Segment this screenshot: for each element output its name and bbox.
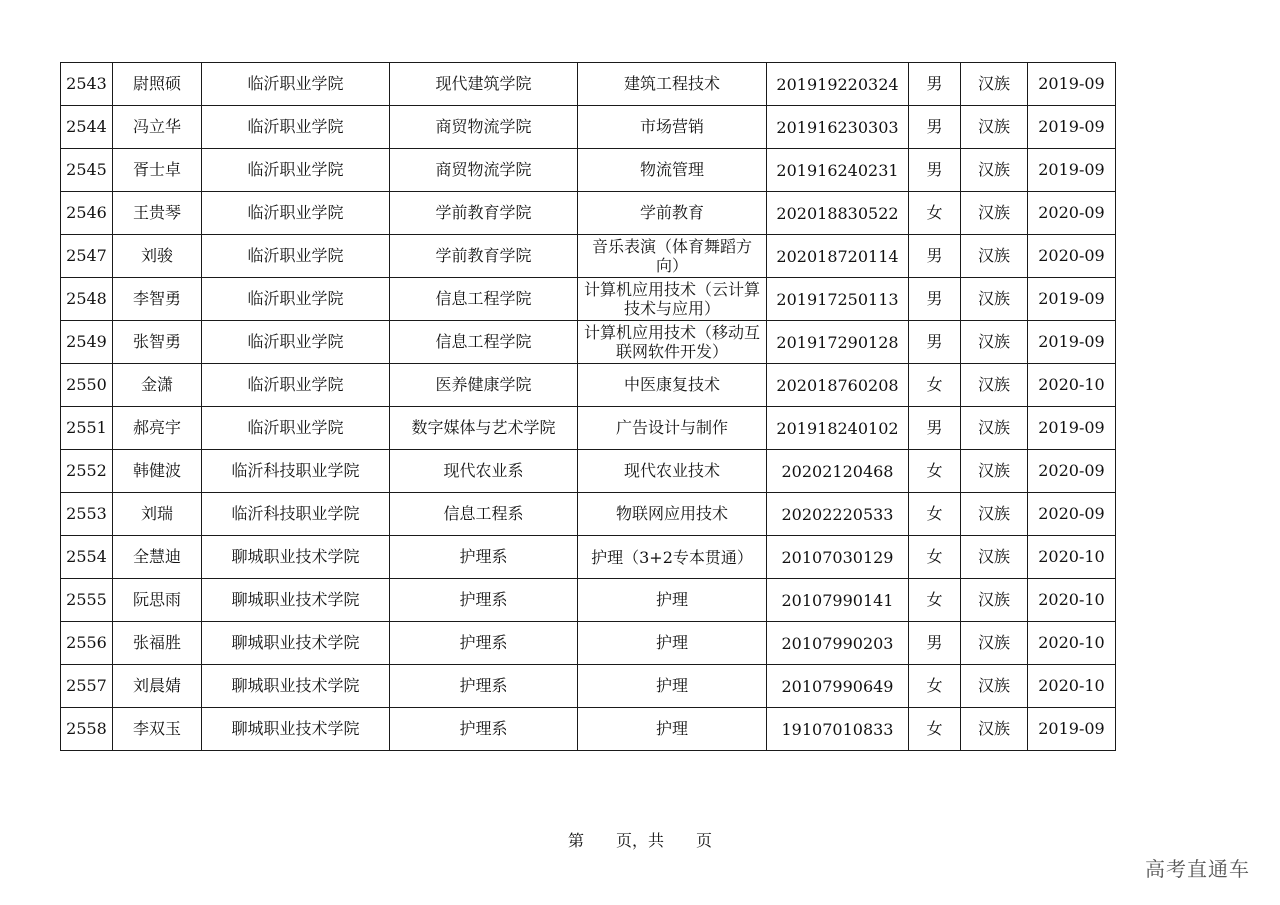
student-id-cell: 201916240231 <box>767 149 909 192</box>
gender-cell: 男 <box>909 622 961 665</box>
serial-number-cell: 2543 <box>61 63 113 106</box>
student-id-cell: 20202120468 <box>767 450 909 493</box>
major-cell: 建筑工程技术 <box>578 63 767 106</box>
department-cell: 医养健康学院 <box>390 364 578 407</box>
department-cell: 信息工程学院 <box>390 321 578 364</box>
enrollment-date-cell: 2019-09 <box>1028 106 1116 149</box>
serial-number-cell: 2553 <box>61 493 113 536</box>
serial-number-cell: 2558 <box>61 708 113 751</box>
student-name-cell: 李双玉 <box>113 708 202 751</box>
enrollment-date-cell: 2020-10 <box>1028 665 1116 708</box>
student-name-cell: 金潇 <box>113 364 202 407</box>
major-cell: 市场营销 <box>578 106 767 149</box>
gender-cell: 男 <box>909 407 961 450</box>
student-id-cell: 201919220324 <box>767 63 909 106</box>
ethnicity-cell: 汉族 <box>961 364 1028 407</box>
major-cell: 中医康复技术 <box>578 364 767 407</box>
table-row <box>61 665 1116 708</box>
major-cell: 学前教育 <box>578 192 767 235</box>
gender-cell: 男 <box>909 63 961 106</box>
serial-number-cell: 2546 <box>61 192 113 235</box>
department-cell: 信息工程系 <box>390 493 578 536</box>
enrollment-date-cell: 2020-09 <box>1028 450 1116 493</box>
serial-number-cell: 2556 <box>61 622 113 665</box>
student-id-cell: 202018760208 <box>767 364 909 407</box>
table-row <box>61 278 1116 321</box>
student-name-cell: 尉照硕 <box>113 63 202 106</box>
enrollment-date-cell: 2020-10 <box>1028 622 1116 665</box>
major-cell: 护理 <box>578 665 767 708</box>
school-cell: 临沂职业学院 <box>202 192 390 235</box>
serial-number-cell: 2549 <box>61 321 113 364</box>
table-row <box>61 235 1116 278</box>
enrollment-date-cell: 2020-09 <box>1028 192 1116 235</box>
major-cell: 物流管理 <box>578 149 767 192</box>
student-id-cell: 20202220533 <box>767 493 909 536</box>
ethnicity-cell: 汉族 <box>961 192 1028 235</box>
student-id-cell: 20107990203 <box>767 622 909 665</box>
student-name-cell: 全慧迪 <box>113 536 202 579</box>
student-name-cell: 郝亮宇 <box>113 407 202 450</box>
ethnicity-cell: 汉族 <box>961 321 1028 364</box>
school-cell: 临沂职业学院 <box>202 407 390 450</box>
enrollment-date-cell: 2019-09 <box>1028 407 1116 450</box>
serial-number-cell: 2545 <box>61 149 113 192</box>
enrollment-date-cell: 2019-09 <box>1028 63 1116 106</box>
enrollment-date-cell: 2020-10 <box>1028 579 1116 622</box>
school-cell: 临沂职业学院 <box>202 278 390 321</box>
school-cell: 聊城职业技术学院 <box>202 665 390 708</box>
table-body <box>61 63 1116 751</box>
ethnicity-cell: 汉族 <box>961 63 1028 106</box>
student-name-cell: 刘骏 <box>113 235 202 278</box>
ethnicity-cell: 汉族 <box>961 493 1028 536</box>
school-cell: 临沂职业学院 <box>202 364 390 407</box>
table-row <box>61 579 1116 622</box>
serial-number-cell: 2551 <box>61 407 113 450</box>
ethnicity-cell: 汉族 <box>961 665 1028 708</box>
major-cell: 护理 <box>578 708 767 751</box>
school-cell: 临沂职业学院 <box>202 106 390 149</box>
enrollment-date-cell: 2020-10 <box>1028 536 1116 579</box>
student-id-cell: 202018830522 <box>767 192 909 235</box>
school-cell: 临沂职业学院 <box>202 235 390 278</box>
table-row <box>61 192 1116 235</box>
ethnicity-cell: 汉族 <box>961 450 1028 493</box>
gender-cell: 男 <box>909 106 961 149</box>
school-cell: 聊城职业技术学院 <box>202 579 390 622</box>
ethnicity-cell: 汉族 <box>961 278 1028 321</box>
student-name-cell: 冯立华 <box>113 106 202 149</box>
enrollment-date-cell: 2019-09 <box>1028 321 1116 364</box>
table-row <box>61 708 1116 751</box>
gender-cell: 女 <box>909 665 961 708</box>
student-table <box>60 62 1116 751</box>
student-id-cell: 20107990141 <box>767 579 909 622</box>
ethnicity-cell: 汉族 <box>961 579 1028 622</box>
student-name-cell: 张福胜 <box>113 622 202 665</box>
serial-number-cell: 2544 <box>61 106 113 149</box>
table-row <box>61 407 1116 450</box>
student-name-cell: 刘晨婧 <box>113 665 202 708</box>
student-name-cell: 韩健波 <box>113 450 202 493</box>
enrollment-date-cell: 2020-10 <box>1028 364 1116 407</box>
student-name-cell: 李智勇 <box>113 278 202 321</box>
table-row <box>61 364 1116 407</box>
gender-cell: 女 <box>909 579 961 622</box>
student-id-cell: 201917250113 <box>767 278 909 321</box>
gender-cell: 女 <box>909 493 961 536</box>
ethnicity-cell: 汉族 <box>961 407 1028 450</box>
major-cell: 音乐表演（体育舞蹈方向） <box>578 235 767 278</box>
page-footer: 第 页，共 页 <box>567 831 712 850</box>
ethnicity-cell: 汉族 <box>961 149 1028 192</box>
enrollment-date-cell: 2019-09 <box>1028 149 1116 192</box>
serial-number-cell: 2552 <box>61 450 113 493</box>
student-name-cell: 张智勇 <box>113 321 202 364</box>
department-cell: 现代农业系 <box>390 450 578 493</box>
enrollment-date-cell: 2020-09 <box>1028 493 1116 536</box>
school-cell: 聊城职业技术学院 <box>202 536 390 579</box>
student-id-cell: 20107030129 <box>767 536 909 579</box>
table-row <box>61 63 1116 106</box>
school-cell: 临沂职业学院 <box>202 321 390 364</box>
major-cell: 护理 <box>578 622 767 665</box>
serial-number-cell: 2550 <box>61 364 113 407</box>
department-cell: 护理系 <box>390 579 578 622</box>
student-id-cell: 202018720114 <box>767 235 909 278</box>
student-id-cell: 201916230303 <box>767 106 909 149</box>
student-id-cell: 201918240102 <box>767 407 909 450</box>
department-cell: 商贸物流学院 <box>390 149 578 192</box>
gender-cell: 男 <box>909 278 961 321</box>
major-cell: 计算机应用技术（移动互联网软件开发） <box>578 321 767 364</box>
school-cell: 临沂职业学院 <box>202 149 390 192</box>
department-cell: 学前教育学院 <box>390 192 578 235</box>
serial-number-cell: 2557 <box>61 665 113 708</box>
department-cell: 护理系 <box>390 622 578 665</box>
watermark: 高考直通车 <box>1145 857 1250 881</box>
school-cell: 聊城职业技术学院 <box>202 622 390 665</box>
gender-cell: 男 <box>909 235 961 278</box>
student-id-cell: 19107010833 <box>767 708 909 751</box>
table-row <box>61 450 1116 493</box>
major-cell: 现代农业技术 <box>578 450 767 493</box>
student-name-cell: 胥士卓 <box>113 149 202 192</box>
gender-cell: 男 <box>909 149 961 192</box>
school-cell: 聊城职业技术学院 <box>202 708 390 751</box>
student-id-cell: 20107990649 <box>767 665 909 708</box>
ethnicity-cell: 汉族 <box>961 708 1028 751</box>
student-id-cell: 201917290128 <box>767 321 909 364</box>
major-cell: 护理（3+2专本贯通） <box>578 536 767 579</box>
gender-cell: 女 <box>909 450 961 493</box>
major-cell: 物联网应用技术 <box>578 493 767 536</box>
ethnicity-cell: 汉族 <box>961 106 1028 149</box>
enrollment-date-cell: 2020-09 <box>1028 235 1116 278</box>
student-name-cell: 阮思雨 <box>113 579 202 622</box>
gender-cell: 女 <box>909 536 961 579</box>
school-cell: 临沂职业学院 <box>202 63 390 106</box>
table-row <box>61 106 1116 149</box>
department-cell: 信息工程学院 <box>390 278 578 321</box>
major-cell: 护理 <box>578 579 767 622</box>
student-name-cell: 刘瑞 <box>113 493 202 536</box>
enrollment-date-cell: 2019-09 <box>1028 278 1116 321</box>
department-cell: 护理系 <box>390 536 578 579</box>
table-row <box>61 493 1116 536</box>
school-cell: 临沂科技职业学院 <box>202 493 390 536</box>
serial-number-cell: 2555 <box>61 579 113 622</box>
major-cell: 广告设计与制作 <box>578 407 767 450</box>
ethnicity-cell: 汉族 <box>961 235 1028 278</box>
school-cell: 临沂科技职业学院 <box>202 450 390 493</box>
department-cell: 商贸物流学院 <box>390 106 578 149</box>
department-cell: 数字媒体与艺术学院 <box>390 407 578 450</box>
serial-number-cell: 2554 <box>61 536 113 579</box>
ethnicity-cell: 汉族 <box>961 622 1028 665</box>
table-row <box>61 536 1116 579</box>
department-cell: 现代建筑学院 <box>390 63 578 106</box>
table-row <box>61 622 1116 665</box>
table-row <box>61 149 1116 192</box>
table-row <box>61 321 1116 364</box>
gender-cell: 女 <box>909 364 961 407</box>
ethnicity-cell: 汉族 <box>961 536 1028 579</box>
department-cell: 学前教育学院 <box>390 235 578 278</box>
gender-cell: 女 <box>909 192 961 235</box>
department-cell: 护理系 <box>390 665 578 708</box>
serial-number-cell: 2548 <box>61 278 113 321</box>
student-name-cell: 王贵琴 <box>113 192 202 235</box>
enrollment-date-cell: 2019-09 <box>1028 708 1116 751</box>
gender-cell: 女 <box>909 708 961 751</box>
department-cell: 护理系 <box>390 708 578 751</box>
major-cell: 计算机应用技术（云计算技术与应用） <box>578 278 767 321</box>
gender-cell: 男 <box>909 321 961 364</box>
serial-number-cell: 2547 <box>61 235 113 278</box>
